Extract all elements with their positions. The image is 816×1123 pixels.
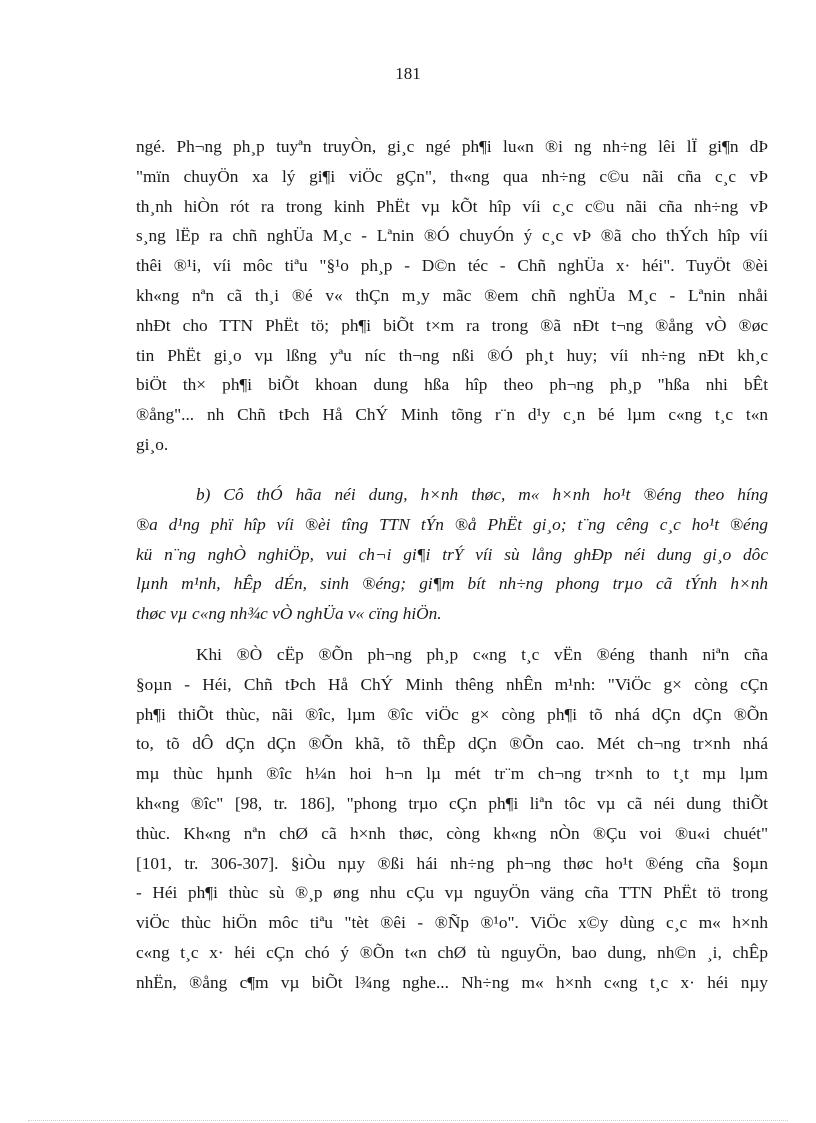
text-line: biÖt th× ph¶i biÕt khoan dung hßa hîp theo ph¬ng ph¸p "hßa nhi bÊt xyxy=(136,375,768,395)
text-line: tin PhËt gi¸o vµ lßng yªu níc th¬ng nßi ®Ó ph¸t huy; víi nh÷ng nÐt kh¸c xyxy=(136,345,768,365)
text-line: "mïn chuyÖn xa lý gi¶i viÖc gÇn", th«ng qua nh÷ng c©u nãi cña c¸c vÞ xyxy=(136,166,768,186)
text-line: to, tõ dÔ dÇn dÇn ®Õn khã, tõ thÊp dÇn ®Õn cao. Mét ch¬ng tr×nh nhá xyxy=(136,734,768,754)
text-line: nhËn, ®ång c¶m vµ biÕt l¾ng nghe... Nh÷ng m« h×nh c«ng t¸c x· héi nµy xyxy=(136,972,768,992)
text-line: kh«ng nªn cã th¸i ®é v« thÇn m¸y mãc ®em chñ nghÜa M¸c - Lªnin nhåi xyxy=(136,285,768,305)
page-number: 181 xyxy=(395,64,421,83)
text-line: thøc vµ c«ng nh¾c vÒ nghÜa v« cïng hiÖn. xyxy=(136,604,442,624)
text-line: s¸ng lËp ra chñ nghÜa M¸c - Lªnin ®Ó chuyÓn ý c¸c vÞ ®ã cho thÝch hîp víi xyxy=(136,226,768,246)
text-line: nhÐt cho TTN PhËt tö; ph¶i biÕt t×m ra trong ®ã nÐt t¬ng ®ång vÒ ®øc xyxy=(136,315,768,335)
text-line: kü n¨ng nghÒ nghiÖp, vui ch¬i gi¶i trÝ víi sù lång ghÐp néi dung gi¸o dôc xyxy=(136,544,768,564)
text-line: §oµn - Héi, Chñ tÞch Hå ChÝ Minh thêng nhÊn m¹nh: "ViÖc g× còng cÇn xyxy=(136,674,768,694)
text-line: ®ång"... nh Chñ tÞch Hå ChÝ Minh tõng r¨n d¹y c¸n bé lµm c«ng t¸c t«n xyxy=(136,405,768,425)
text-line: lµnh m¹nh, hÊp dÉn, sinh ®éng; gi¶m bít nh÷ng phong trµo cã tÝnh h×nh xyxy=(136,574,768,594)
text-line: ®a d¹ng phï hîp víi ®èi tîng TTN tÝn ®å PhËt gi¸o; t¨ng cêng c¸c ho¹t ®éng xyxy=(136,514,768,534)
text-line: gi¸o. xyxy=(136,434,169,454)
text-line: ph¶i thiÕt thùc, nãi ®îc, lµm ®îc viÖc g× còng ph¶i tõ nhá dÇn dÇn ®Õn xyxy=(136,704,768,724)
text-line: b) Cô thÓ hãa néi dung, h×nh thøc, m« h×nh ho¹t ®éng theo híng xyxy=(196,485,768,504)
text-line: thùc. Kh«ng nªn chØ cã h×nh thøc, còng kh«ng nÒn ®Çu voi ®u«i chuét" xyxy=(136,823,768,843)
text-line: thêi ®¹i, víi môc tiªu "§¹o ph¸p - D©n téc - Chñ nghÜa x· héi". TuyÖt ®èi xyxy=(136,256,768,276)
paragraph-3 xyxy=(136,640,768,998)
paragraph-2-italic xyxy=(136,480,768,629)
text-line: mµ thùc hµnh ®îc h¼n hoi h¬n lµ mét tr¨m ch¬ng tr×nh to t¸t mµ lµm xyxy=(136,764,768,784)
text-line: - Héi ph¶i thùc sù ®¸p øng nhu cÇu vµ nguyÖn väng cña TTN PhËt tö trong xyxy=(136,883,768,903)
text-line: Khi ®Ò cËp ®Õn ph¬ng ph¸p c«ng t¸c vËn ®éng thanh niªn cña xyxy=(196,645,768,664)
text-line: c«ng t¸c x· héi cÇn chó ý ®Õn t«n chØ tù nguyÖn, bao dung, nh©n ¸i, chÊp xyxy=(136,942,768,962)
text-line: th¸nh hiÒn rót ra trong kinh PhËt vµ kÕt hîp víi c¸c c©u nãi cña nh÷ng vÞ xyxy=(136,196,768,216)
text-line: ngé. Ph¬ng ph¸p tuyªn truyÒn, gi¸c ngé ph¶i lu«n ®i ng nh÷ng lêi lÏ gi¶n dÞ xyxy=(136,137,768,156)
paragraph-1 xyxy=(136,132,768,460)
text-line: [101, tr. 306-307]. §iÒu nµy ®ßi hái nh÷ng ph¬ng thøc ho¹t ®éng cña §oµn xyxy=(136,853,768,873)
text-line: viÖc thùc hiÖn môc tiªu "tèt ®êi - ®Ñp ®¹o". ViÖc x©y dùng c¸c m« h×nh xyxy=(136,913,768,933)
page-bottom-divider xyxy=(28,1120,788,1121)
text-line: kh«ng ®îc" [98, tr. 186], "phong trµo cÇn ph¶i liªn tôc vµ cã néi dung thiÕt xyxy=(136,793,768,813)
